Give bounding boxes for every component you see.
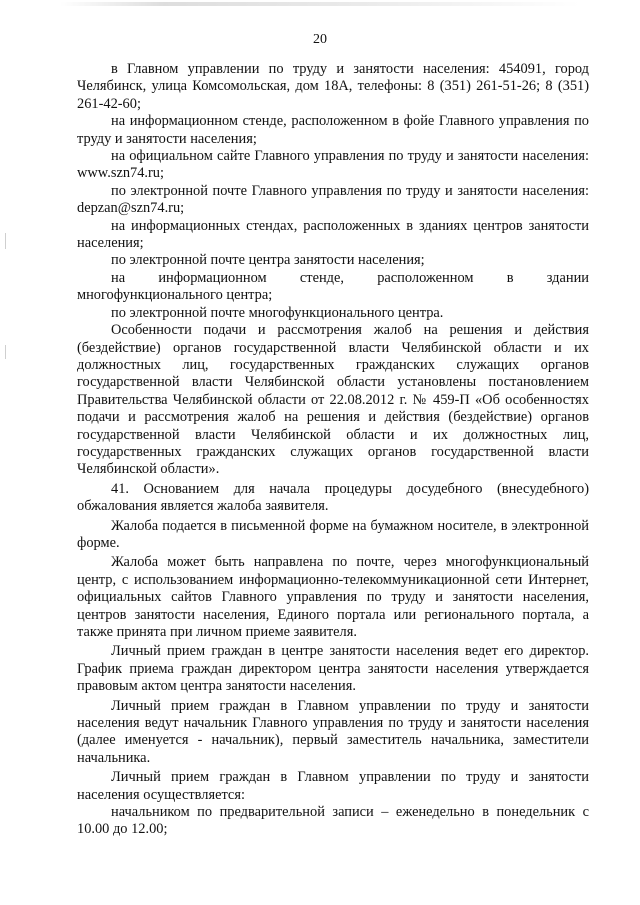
- paragraph: Личный прием граждан в Главном управлении по труду и занятости населения осуществляется:: [77, 769, 589, 803]
- paragraph: на официальном сайте Главного управления по труду и занятости населения: www.szn74.ru;: [77, 148, 589, 182]
- paragraph: по электронной почте центра занятости населения;: [111, 252, 425, 269]
- paragraph: на информационном стенде, расположенном в фойе Главного управления по труду и занятости населения;: [77, 113, 589, 147]
- page-number: 20: [313, 32, 327, 47]
- paragraph: в Главном управлении по труду и занятости населения: 454091, город Челябинск, улица Комсомольская, дом 18А, телефоны: 8 (351) 261-51-26; 8 (351) 261-42-60;: [77, 61, 589, 112]
- margin-mark: [5, 345, 6, 359]
- paragraph: Жалоба может быть направлена по почте, через многофункциональный центр, с использованием информационно-телекоммуникационной сети Интернет, официальных сайтов Главного управления по труду и занятости населения, центров занятости населения, Единого портала или регионального портала, а также принята при личном приеме заявителя.: [77, 554, 589, 640]
- scan-edge-artifact: [60, 2, 580, 6]
- paragraph: на информационном стенде, расположенном в здании многофункционального центра;: [77, 269, 589, 304]
- paragraph: на информационных стендах, расположенных в зданиях центров занятости населения;: [77, 217, 589, 252]
- margin-mark: [5, 233, 6, 249]
- paragraph: по электронной почте Главного управления по труду и занятости населения: depzan@szn74.ru;: [77, 182, 589, 217]
- paragraph: Личный прием граждан в Главном управлении по труду и занятости населения ведут начальник Главного управления по труду и занятости населения (далее именуется - начальник), первый заместитель начальника, заместители начальника.: [77, 697, 589, 766]
- paragraph: Особенности подачи и рассмотрения жалоб на решения и действия (бездействие) органов государственной власти Челябинской области и их должностных лиц, государственных гражданских служащих органов государственной власти Челябинской области установлены постановлением Правительства Челябинской области от 22.08.2012 г. № 459-П «Об особенностях подачи и рассмотрения жалоб на решения и действия (бездействие) органов государственной власти Челябинской области и их должностных лиц, государственных гражданских служащих органов государственной власти Челябинской области».: [77, 322, 589, 478]
- paragraph: начальником по предварительной записи – еженедельно в понедельник с 10.00 до 12.00;: [77, 804, 589, 838]
- paragraph: по электронной почте многофункционального центра.: [111, 304, 444, 321]
- paragraph: Жалоба подается в письменной форме на бумажном носителе, в электронной форме.: [77, 517, 589, 551]
- paragraph: 41. Основанием для начала процедуры досудебного (внесудебного) обжалования является жалоба заявителя.: [77, 480, 589, 515]
- document-body: [77, 61, 589, 839]
- paragraph: Личный прием граждан в центре занятости населения ведет его директор. График приема граждан директором центра занятости населения утверждается правовым актом центра занятости населения.: [77, 643, 589, 695]
